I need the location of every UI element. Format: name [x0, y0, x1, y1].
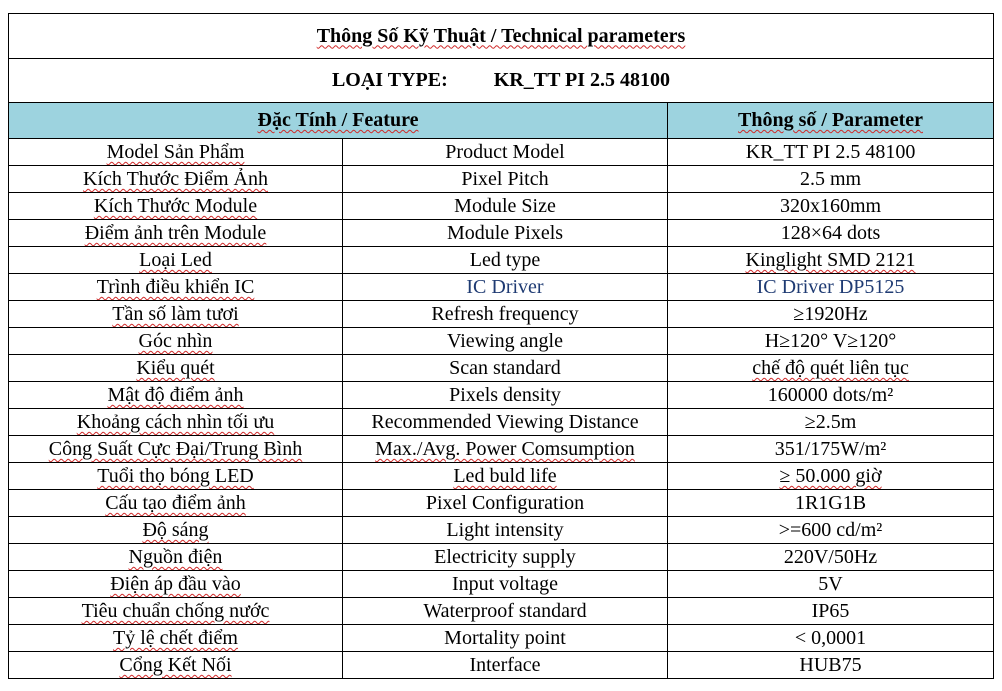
feature-vi-cell	[9, 274, 343, 301]
table-row	[9, 220, 994, 247]
feature-vi-cell	[9, 544, 343, 571]
feature-en-cell	[343, 328, 668, 355]
feature-en-cell	[343, 193, 668, 220]
parameter-value-cell	[668, 598, 994, 625]
feature-en-cell	[343, 517, 668, 544]
parameter-value-cell-text: H≥120° V≥120°	[764, 330, 897, 352]
feature-vi-cell	[9, 463, 343, 490]
feature-en-cell	[343, 436, 668, 463]
feature-vi-cell-text: Trình điều khiển IC	[96, 276, 255, 298]
parameter-header	[668, 103, 994, 139]
parameter-value-cell	[668, 355, 994, 382]
feature-en-cell	[343, 247, 668, 274]
table-row	[9, 382, 994, 409]
table-row	[9, 193, 994, 220]
feature-en-cell	[343, 301, 668, 328]
table-title	[9, 14, 994, 59]
parameter-value-cell	[668, 463, 994, 490]
parameter-value-cell	[668, 139, 994, 166]
feature-en-cell-text: Scan standard	[449, 357, 561, 379]
table-row	[9, 409, 994, 436]
feature-en-cell-text: Max./Avg. Power Comsumption	[375, 438, 635, 460]
parameter-value-cell	[668, 166, 994, 193]
parameter-value-cell-text: ≥2.5m	[804, 411, 857, 433]
table-row	[9, 436, 994, 463]
feature-en-cell	[343, 463, 668, 490]
feature-en-cell	[343, 409, 668, 436]
feature-en-cell-text: Pixel Configuration	[425, 492, 585, 514]
feature-en-cell	[343, 139, 668, 166]
feature-vi-cell-text: Tần số làm tươi	[112, 303, 239, 325]
feature-vi-cell-text: Loại Led	[139, 249, 212, 271]
feature-vi-cell-text: Mật độ điểm ảnh	[107, 384, 244, 406]
feature-vi-cell-text: Nguồn điện	[128, 546, 223, 568]
feature-vi-cell	[9, 139, 343, 166]
spec-rows	[9, 139, 994, 679]
table-title-text: Thông Số Kỹ Thuật / Technical parameters	[316, 24, 686, 47]
type-label: LOẠI TYPE:	[331, 69, 448, 91]
feature-vi-cell	[9, 652, 343, 679]
feature-en-cell-text: Pixels density	[449, 384, 561, 406]
parameter-value-cell	[668, 220, 994, 247]
feature-en-cell-text: Recommended Viewing Distance	[371, 411, 639, 433]
feature-en-cell-text: Mortality point	[444, 627, 566, 649]
parameter-value-cell-text: 5V	[818, 573, 843, 595]
feature-vi-cell-text: Kiểu quét	[136, 357, 215, 379]
table-row	[9, 274, 994, 301]
feature-vi-cell-text: Khoảng cách nhìn tối ưu	[76, 411, 275, 433]
feature-en-cell	[343, 544, 668, 571]
feature-vi-cell-text: Độ sáng	[142, 519, 209, 541]
feature-en-cell-text: Led buld life	[453, 465, 557, 487]
parameter-value-cell-text: 2.5 mm	[799, 168, 862, 190]
feature-vi-cell	[9, 409, 343, 436]
parameter-value-cell-text: 220V/50Hz	[783, 546, 878, 568]
table-row	[9, 247, 994, 274]
feature-vi-cell-text: Công Suất Cực Đại/Trung Bình	[48, 438, 303, 460]
parameter-value-cell	[668, 517, 994, 544]
parameter-value-cell-text: ≥1920Hz	[793, 303, 868, 325]
parameter-value-cell-text: Kinglight SMD 2121	[745, 249, 916, 271]
feature-en-cell-text: Module Pixels	[446, 222, 564, 244]
parameter-header-text: Thông số / Parameter	[738, 109, 923, 131]
feature-header	[9, 103, 668, 139]
parameter-value-cell	[668, 652, 994, 679]
feature-en-cell-text: Product Model	[445, 141, 565, 163]
feature-vi-cell-text: Góc nhìn	[138, 330, 213, 352]
parameter-value-cell-text: < 0,0001	[794, 627, 867, 649]
feature-vi-cell	[9, 355, 343, 382]
parameter-value-cell-text: IP65	[811, 600, 850, 622]
table-row	[9, 139, 994, 166]
feature-vi-cell-text: Tỷ lệ chết điểm	[113, 627, 238, 649]
parameter-value-cell-text: chế độ quét liên tục	[752, 357, 909, 379]
feature-en-cell-text: Light intensity	[446, 519, 564, 541]
parameter-value-cell-text: >=600 cd/m²	[778, 519, 883, 541]
parameter-value-cell	[668, 382, 994, 409]
feature-vi-cell	[9, 166, 343, 193]
parameter-value-cell	[668, 544, 994, 571]
feature-header-text: Đặc Tính / Feature	[257, 109, 419, 131]
feature-en-cell	[343, 220, 668, 247]
feature-vi-cell	[9, 328, 343, 355]
feature-en-cell-text: Electricity supply	[434, 546, 576, 568]
feature-en-cell	[343, 274, 668, 301]
table-row	[9, 490, 994, 517]
feature-vi-cell-text: Cấu tạo điểm ảnh	[105, 492, 246, 514]
feature-vi-cell	[9, 301, 343, 328]
feature-en-cell-text: Module Size	[454, 195, 556, 217]
parameter-value-cell	[668, 625, 994, 652]
table-row	[9, 544, 994, 571]
table-row	[9, 301, 994, 328]
feature-vi-cell	[9, 625, 343, 652]
feature-vi-cell-text: Kích Thước Điểm Ảnh	[83, 168, 268, 190]
feature-vi-cell	[9, 571, 343, 598]
table-row	[9, 328, 994, 355]
feature-en-cell	[343, 625, 668, 652]
parameter-value-cell	[668, 409, 994, 436]
feature-vi-cell	[9, 247, 343, 274]
parameter-value-cell-text: 160000 dots/m²	[767, 384, 894, 406]
feature-vi-cell	[9, 517, 343, 544]
parameter-value-cell	[668, 301, 994, 328]
parameter-value-cell	[668, 436, 994, 463]
feature-vi-cell	[9, 598, 343, 625]
feature-vi-cell	[9, 436, 343, 463]
parameter-value-cell-text: 1R1G1B	[794, 492, 867, 514]
table-row	[9, 166, 994, 193]
feature-en-cell-text: Waterproof standard	[423, 600, 587, 622]
product-type-row	[9, 59, 994, 103]
feature-en-cell	[343, 598, 668, 625]
feature-vi-cell-text: Cổng Kết Nối	[119, 654, 232, 676]
table-row	[9, 571, 994, 598]
parameter-value-cell-text: ≥ 50.000 giờ	[779, 465, 882, 487]
parameter-value-cell-text: 351/175W/m²	[774, 438, 887, 460]
feature-en-cell	[343, 382, 668, 409]
parameter-value-cell	[668, 490, 994, 517]
feature-en-cell	[343, 571, 668, 598]
feature-en-cell-text: IC Driver	[466, 276, 544, 298]
feature-vi-cell	[9, 193, 343, 220]
table-row	[9, 625, 994, 652]
feature-en-cell	[343, 166, 668, 193]
feature-vi-cell	[9, 220, 343, 247]
feature-en-cell-text: Input voltage	[451, 573, 559, 595]
feature-vi-cell-text: Điểm ảnh trên Module	[84, 222, 267, 244]
feature-en-cell-text: Viewing angle	[447, 330, 563, 352]
feature-en-cell	[343, 355, 668, 382]
table-row	[9, 463, 994, 490]
feature-vi-cell-text: Tuổi thọ bóng LED	[97, 465, 254, 487]
feature-vi-cell-text: Model Sản Phẩm	[106, 141, 245, 163]
parameter-value-cell	[668, 328, 994, 355]
table-row	[9, 598, 994, 625]
feature-en-cell	[343, 490, 668, 517]
feature-vi-cell-text: Tiêu chuẩn chống nước	[81, 600, 270, 622]
parameter-value-cell	[668, 274, 994, 301]
feature-vi-cell	[9, 490, 343, 517]
feature-en-cell-text: Refresh frequency	[431, 303, 579, 325]
parameter-value-cell	[668, 193, 994, 220]
parameter-value-cell-text: 320x160mm	[779, 195, 882, 217]
feature-en-cell	[343, 652, 668, 679]
table-row	[9, 652, 994, 679]
feature-en-cell-text: Pixel Pitch	[461, 168, 549, 190]
feature-vi-cell-text: Kích Thước Module	[93, 195, 258, 217]
parameter-value-cell-text: IC Driver DP5125	[756, 276, 905, 298]
parameter-value-cell-text: HUB75	[799, 654, 862, 676]
spec-table	[8, 13, 994, 679]
feature-vi-cell-text: Điện áp đầu vào	[110, 573, 241, 595]
parameter-value-cell	[668, 571, 994, 598]
feature-en-cell-text: Interface	[469, 654, 541, 676]
type-value: KR_TT PI 2.5 48100	[493, 69, 671, 91]
feature-vi-cell	[9, 382, 343, 409]
parameter-value-cell	[668, 247, 994, 274]
table-row	[9, 355, 994, 382]
table-row	[9, 517, 994, 544]
parameter-value-cell-text: 128×64 dots	[780, 222, 881, 244]
parameter-value-cell-text: KR_TT PI 2.5 48100	[745, 141, 916, 163]
feature-en-cell-text: Led type	[469, 249, 541, 271]
